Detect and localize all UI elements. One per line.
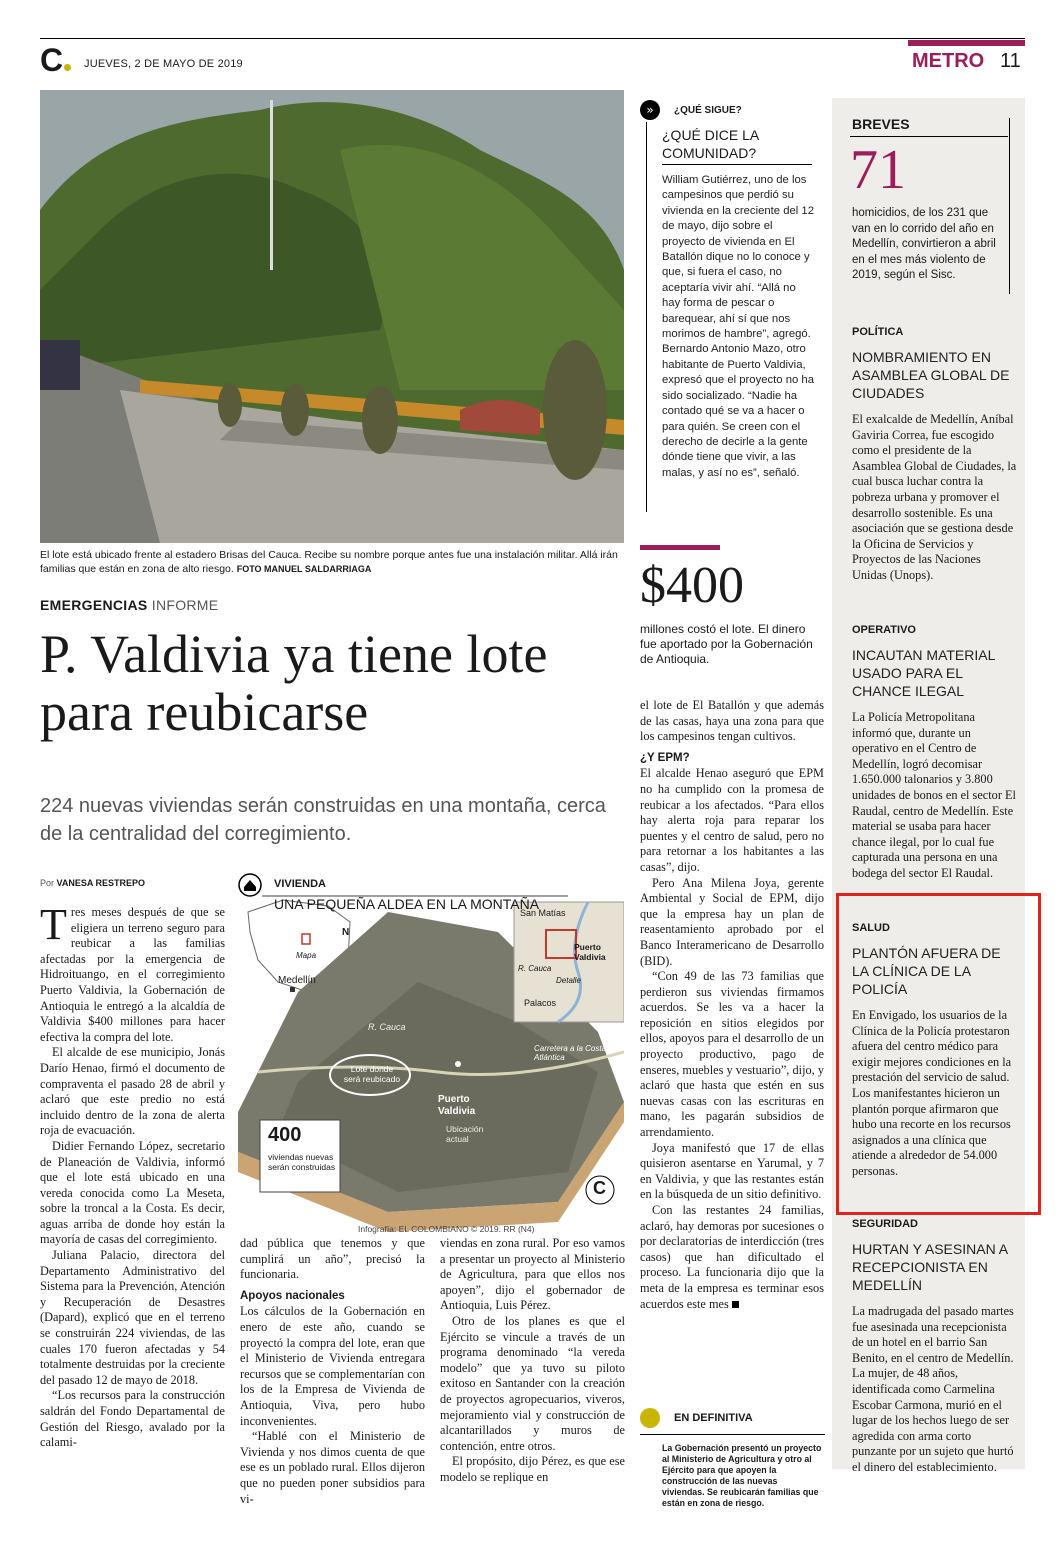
breves-vertical-rule bbox=[1009, 118, 1010, 294]
paragraph: Juliana Palacio, directora del Departamento Administrativo del Sistema para la Prevención, Atención y Recuperación de Desastres (Dapard), explicó que en el terreno se construirán 224 viviendas, de las cuales 170 fueron afectadas y 54 totalmente destruidas por la creciente del pasado 12 de mayo de 2018. bbox=[40, 1248, 225, 1387]
paragraph: Los cálculos de la Gobernación en enero de este año, cuando se proyectó la compra del lote, eran que el Ministerio de Vivienda entregara recursos que se complementarían con los de la Empresa de Vivienda de Antioquia, Viva, pero hubo inconvenientes. bbox=[240, 1304, 425, 1428]
header-rule bbox=[40, 38, 1025, 39]
photo-credit: FOTO MANUEL SALDARRIAGA bbox=[236, 564, 372, 574]
count-value: 400 bbox=[268, 1124, 302, 1146]
breve-title: PLANTÓN AFUERA DE LA CLÍNICA DE LA POLICÍA bbox=[852, 945, 1001, 997]
river2-label: R. Cauca bbox=[518, 964, 552, 973]
paragraph: Didier Fernando López, secretario de Planeación de Valdivia, informó que el lote está ubicado en una vereda conocida como La Meseta, sobre la troncal a la Costa. Es decir, aguas arriba de donde hoy están la mayoría de casas del corregimiento. bbox=[40, 1138, 225, 1247]
paragraph: el lote de El Batallón y que además de las casas, haya una zona para que los campesinos tengan cultivos. bbox=[640, 698, 824, 744]
breve-title: INCAUTAN MATERIAL USADO PARA EL CHANCE ILEGAL bbox=[852, 647, 995, 699]
que-sigue-box bbox=[640, 100, 820, 481]
en-definitiva-box bbox=[640, 1408, 825, 1509]
infographic-section: VIVIENDA bbox=[274, 878, 326, 890]
breve-category: OPERATIVO bbox=[852, 624, 916, 636]
breves-big-text: homicidios, de los 231 que van en lo corrido del año en Medellín, convirtieron a abril en el mes más violento de 2019, según el Sisc. bbox=[852, 207, 996, 281]
article-deck: 224 nuevas viviendas serán construidas en una montaña, cerca de la centralidad del corregimiento. bbox=[40, 795, 606, 845]
section-label: METRO bbox=[912, 50, 985, 72]
breve-item bbox=[852, 1218, 1017, 1476]
paragraph: Pero Ana Milena Joya, gerente Ambiental y Social de EPM, dijo que la empresa hay un plan de reasentamiento aprobado por el Banco Interamericano de Desarrollo (BID). bbox=[640, 875, 824, 968]
breve-category: SEGURIDAD bbox=[852, 1218, 919, 1230]
infographic-credit: Infografía: EL COLOMBIANO © 2019. RR (N4) bbox=[358, 1224, 535, 1234]
breve-item bbox=[852, 624, 1017, 882]
article-column-1 bbox=[40, 900, 225, 1451]
paragraph: El alcalde de ese municipio, Jonás Darío Henao, firmó el documento de compraventa el pasado 28 de abril y aclaró que este predio no está incluido dentro de la zona de alerta roja de evacuación. bbox=[40, 1045, 225, 1138]
end-mark bbox=[732, 1301, 739, 1308]
que-sigue-label: ¿QUÉ SIGUE? bbox=[674, 104, 742, 116]
breves-big-number: 71 bbox=[850, 139, 906, 201]
paragraph: “Con 49 de las 73 familias que perdieron sus viviendas firmamos acuerdos. Se les va a hacer la reposición en sitios elegidos por ellos, apoyos para el desarrollo de un proyecto productivo, pago de enseres, muebles y vestuario”, dijo, y aclaró que hasta que estén en sus nuevas casas con las escrituras en mano, les pagarán subsidios de arrendamiento. bbox=[640, 969, 824, 1140]
page-number: 11 bbox=[1000, 50, 1021, 72]
stat-text: millones costó el lote. El dinero fue aportado por la Gobernación de Antioquia. bbox=[640, 622, 813, 666]
breve-category: POLÍTICA bbox=[852, 326, 904, 338]
breve-body: La madrugada del pasado martes fue asesinada una recepcionista de un hotel en el barrio San Benito, en el centro de Medellín. La mujer, de 48 años, identificada como Carmelina Escobar Carmona, murió en el lugar de los hechos luego de ser agredida con arma corto punzante por un sujeto que hurtó el dinero del establecimiento. bbox=[852, 1304, 1014, 1474]
detail-puerto-valdivia: Puerto Valdivia bbox=[574, 942, 606, 962]
palacos-label: Palacos bbox=[524, 998, 557, 1008]
infographic-title: UNA PEQUEÑA ALDEA EN LA MONTAÑA bbox=[274, 896, 540, 912]
stat-accent-bar bbox=[640, 545, 720, 550]
map-label: Mapa bbox=[296, 951, 317, 960]
article-section: EMERGENCIAS INFORME bbox=[40, 597, 219, 613]
en-definitiva-text: La Gobernación presentó un proyecto al Ministerio de Agricultura y otro al Ejército para que apoyen la construcción de las nuevas viviendas. Se reubicarán familias que están en zona de riesgo. bbox=[662, 1443, 822, 1508]
breve-title: HURTAN Y ASESINAN A RECEPCIONISTA EN MEDELLÍN bbox=[852, 1241, 1008, 1293]
paragraph: viendas en zona rural. Por eso vamos a presentar un proyecto al Ministerio de Agricultura, para que ellos nos apoyen”, dijo el gobernador de Antioquia, Luis Pérez. bbox=[440, 1236, 625, 1313]
paragraph: El alcalde Henao aseguró que EPM no ha cumplido con la promesa de reubicar a los afectados. “Para ellos hay alerta roja para reparar los puentes y el centro de salud, pero no para retornar a los habitantes a las casas”, dijo. bbox=[640, 766, 824, 874]
highlight-box bbox=[836, 893, 1041, 1215]
byline: Por VANESA RESTREPO bbox=[40, 878, 146, 888]
paragraph: Joya manifestó que 17 de ellas quisieron asentarse en Yarumal, y 7 en Valdivia, y que las restantes están en la búsqueda de un sitio definitivo. bbox=[640, 1140, 824, 1202]
article-column-3 bbox=[440, 1236, 625, 1486]
infographic bbox=[238, 872, 624, 1232]
infographic-logo: C bbox=[593, 1178, 606, 1198]
forward-icon: » bbox=[640, 100, 660, 120]
paragraph: Tres meses después de que se eligiera un terreno seguro para reubicar a las familias afectadas por la emergencia de Hidroituango, en el corregimiento Puerto Valdivia, la Gobernación de Antioquia le entregó a la alcaldía de Valdivia $400 millones para hacer efectiva la compra del lote. bbox=[40, 900, 225, 1044]
paragraph: Otro de los planes es que el Ejército se vincule a través de un programa denominado “la vereda modelo” que ya tuvo su piloto exitoso en Santander con la creación de proyectos agropecuarios, viveros, mejoramiento vial y construcción de alcantarillados y muros de contención, entre otros. bbox=[440, 1313, 625, 1453]
breve-body: El exalcalde de Medellín, Aníbal Gaviria Correa, fue escogido como el presidente de la Asamblea Global de Ciudades, la cual busca luchar contra la pobreza urbana y promover el desarrollo sostenible. Es una asociación que se gestiona desde la Oficina de Servicios y Proyectos de las Naciones Unidas (Unops). bbox=[852, 412, 1017, 582]
newspaper-logo: C bbox=[40, 44, 71, 76]
main-photo bbox=[40, 90, 624, 543]
breve-body: En Envigado, los usuarios de la Clínica de la Policía protestaron afuera del centro médico para exigir mejores condiciones en la prestación del servicio de salud. Los manifestantes hicieron un plantón porque afirmaron que hubo una recorte en los recursos asignados a una clínica que atiende a alrededor de 54.000 personas. bbox=[852, 1008, 1012, 1178]
que-sigue-title: ¿QUÉ DICE LA COMUNIDAD? bbox=[662, 126, 812, 165]
breve-category: SALUD bbox=[852, 922, 890, 934]
section-color-bar bbox=[908, 40, 1025, 46]
breves-label: BREVES bbox=[852, 116, 910, 132]
carretera-label: Carretera a la Costa Atlántica bbox=[534, 1044, 607, 1062]
breve-title: NOMBRAMIENTO EN ASAMBLEA GLOBAL DE CIUDADES bbox=[852, 349, 1010, 401]
breve-item bbox=[852, 326, 1017, 584]
article-column-2 bbox=[240, 1236, 425, 1507]
paragraph: dad pública que tenemos y que cumplirá un año”, precisó la funcionaria. bbox=[240, 1236, 425, 1282]
stat-value: $400 bbox=[640, 557, 744, 614]
photo-caption: El lote está ubicado frente al estadero Brisas del Cauca. Recibe su nombre porque antes fue una instalación militar. Allá irán familias que están en zona de alto riesgo. FOTO MANUEL SALDARRIAGA bbox=[40, 549, 618, 575]
san-matias-label: San Matías bbox=[520, 908, 566, 918]
river-label: R. Cauca bbox=[368, 1022, 406, 1032]
subhead: Apoyos nacionales bbox=[240, 1289, 345, 1302]
article-column-4 bbox=[640, 698, 824, 1312]
column-rule bbox=[646, 122, 647, 512]
detalle-label: Detalle bbox=[556, 976, 581, 985]
puerto-valdivia-label: Puerto Valdivia bbox=[438, 1094, 476, 1117]
paragraph: “Hablé con el Ministerio de Vivienda y nos dimos cuenta de que ese es un poblado rural. Ellos dijeron que no pueden poner subsidios para vi- bbox=[240, 1429, 425, 1506]
lote-label: Lote donde será reubicado bbox=[343, 1064, 401, 1084]
paragraph: El propósito, dijo Pérez, es que ese modelo se replique en bbox=[440, 1454, 625, 1484]
issue-date: JUEVES, 2 DE MAYO DE 2019 bbox=[84, 58, 243, 70]
checkered-icon bbox=[640, 1408, 660, 1428]
medellin-label: Medellín bbox=[278, 975, 316, 986]
north-label: N bbox=[342, 927, 350, 938]
ubicacion-label: Ubicación actual bbox=[446, 1124, 484, 1144]
que-sigue-body: William Gutiérrez, uno de los campesinos que perdió su vivienda en la creciente del 12 de mayo, dijo sobre el proyecto de vivienda en El Batallón dique no lo conoce y que, si fuera el caso, no aceptaría vivir ahí. “Allá no hay forma de pescar o barequear, ahí sí que nos morimos de hambre”, agregó. Bernardo Antonio Mazo, otro habitante de Puerto Valdivia, expresó que el proyecto no ha sido socializado. “Nadie ha contado qué se va a hacer o para quién. Se creen con el derecho de decirle a la gente dónde tiene que vivir, a las malas, y así no es”, señaló. bbox=[662, 174, 814, 479]
breves-sidebar bbox=[832, 98, 1025, 1474]
breve-body: La Policía Metropolitana informó que, durante un operativo en el Centro de Medellín, logró decomisar 1.650.000 talonarios y 3.800 unidades de bonos en el sector El Raudal, centro de Medellín. Este material se usaba para hacer chance ilegal, por lo cual fue capturada una persona en una bodega del sector El Raudal. bbox=[852, 710, 1016, 880]
subhead: ¿Y EPM? bbox=[640, 751, 690, 764]
breves-rule bbox=[850, 136, 1008, 137]
article-headline: P. Valdivia ya tiene lote para reubicarse bbox=[40, 624, 548, 742]
en-definitiva-label: EN DEFINITIVA bbox=[674, 1412, 753, 1424]
paragraph: “Los recursos para la construcción saldrán del Fondo Departamental de Gestión del Riesgo, avalado por la calami- bbox=[40, 1388, 225, 1450]
count-label: viviendas nuevas serán construidas bbox=[268, 1152, 336, 1172]
paragraph: Con las restantes 24 familias, aclaró, hay demoras por sucesiones o por declaratorias de interdicción (tres casos) que han dificultado el proceso. La funcionaria dijo que la meta de la empresa es terminar esos acuerdos este mes bbox=[640, 1203, 824, 1311]
